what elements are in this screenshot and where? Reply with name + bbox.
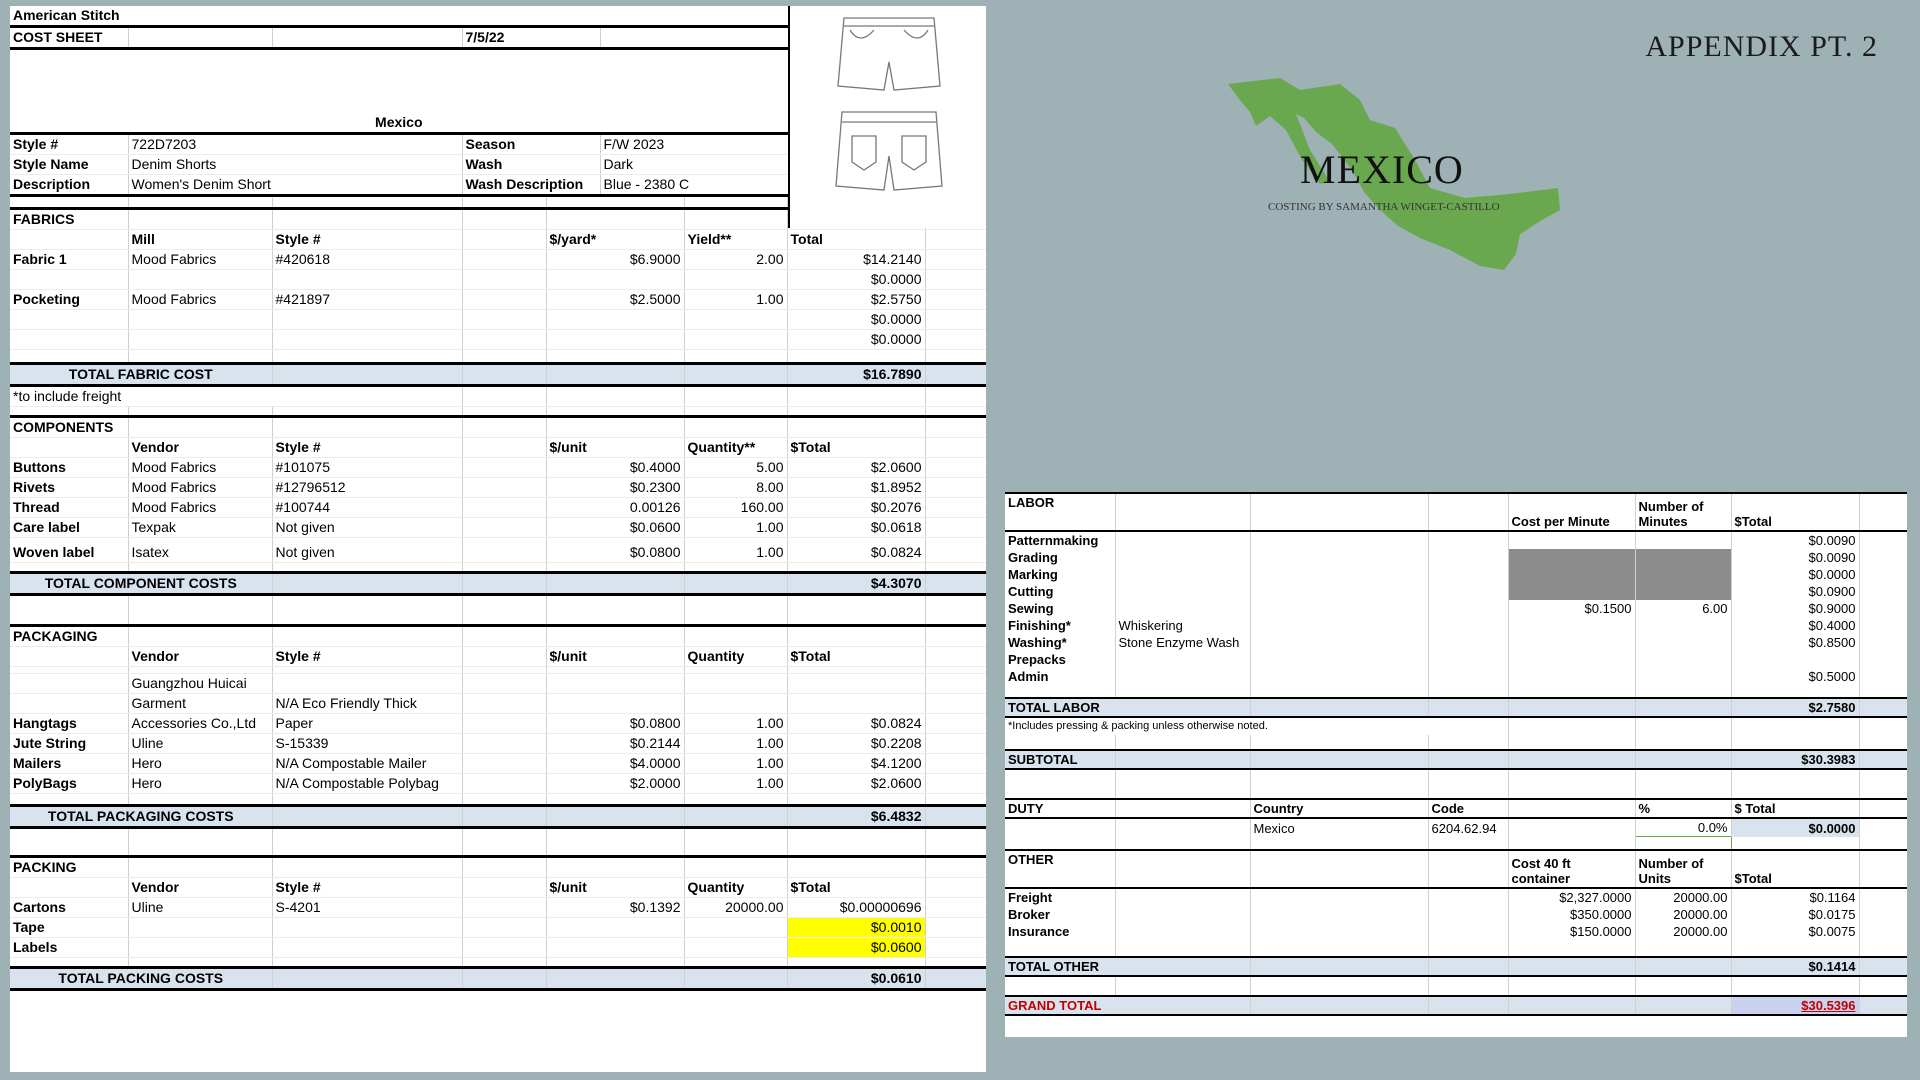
duty-pct: 0.0% (1635, 818, 1731, 837)
fabrics-header-mill: Mill (128, 230, 272, 250)
packing-header-total: $Total (787, 878, 925, 898)
hangtag-style-line: Paper (272, 714, 462, 734)
row-price: $0.2144 (546, 734, 684, 754)
table-row (1005, 617, 1907, 634)
table-row (1005, 600, 1907, 617)
row-style: S-4201 (272, 898, 462, 918)
row-style: S-15339 (272, 734, 462, 754)
sheet-date: 7/5/22 (462, 27, 600, 49)
row-label: Patternmaking (1005, 531, 1115, 549)
row-total: $0.5000 (1731, 668, 1859, 685)
table-row (1005, 531, 1907, 549)
row-label: Finishing* (1005, 617, 1115, 634)
row-mill: Mood Fabrics (128, 250, 272, 270)
table-row (1005, 923, 1907, 940)
table-row (1005, 583, 1907, 600)
row-total: $2.0600 (787, 458, 925, 478)
row-vendor: Isatex (128, 538, 272, 563)
row-label: Pocketing (10, 290, 128, 310)
row-total: $1.8952 (787, 478, 925, 498)
row-vendor: Mood Fabrics (128, 458, 272, 478)
row-label: Buttons (10, 458, 128, 478)
row-container: $350.0000 (1508, 906, 1635, 923)
row-qty: 1.00 (684, 538, 787, 563)
description-value: Women's Denim Short (128, 175, 462, 196)
duty-country: Mexico (1250, 818, 1428, 837)
row-qty: 1.00 (684, 714, 787, 734)
row-label: Jute String (10, 734, 128, 754)
labor-header-cpm: Cost per Minute (1508, 493, 1635, 531)
table-row (10, 754, 986, 774)
row-total: $0.4000 (1731, 617, 1859, 634)
row-units: 20000.00 (1635, 888, 1731, 906)
duty-total: $0.0000 (1731, 818, 1859, 837)
row-qty: 8.00 (684, 478, 787, 498)
other-header-container: Cost 40 ft container (1508, 850, 1635, 888)
labor-total-label: TOTAL LABOR (1005, 698, 1250, 717)
duty-header-country: Country (1250, 799, 1428, 818)
components-header-vendor: Vendor (128, 438, 272, 458)
other-total-label: TOTAL OTHER (1005, 957, 1250, 976)
row-style: #421897 (272, 290, 462, 310)
row-label: Hangtags (10, 714, 128, 734)
other-title: OTHER (1005, 850, 1115, 888)
row-total: $0.0000 (1731, 566, 1859, 583)
labor-sheet (1005, 492, 1907, 1037)
row-total: $14.2140 (787, 250, 925, 270)
packing-total-label: TOTAL PACKING COSTS (10, 968, 272, 990)
row-total: $0.9000 (1731, 600, 1859, 617)
row-label: Mailers (10, 754, 128, 774)
row-price: 0.00126 (546, 498, 684, 518)
duty-header-total: $ Total (1731, 799, 1859, 818)
row-vendor: Mood Fabrics (128, 498, 272, 518)
row-price: $0.0800 (546, 714, 684, 734)
row-price: $2.0000 (546, 774, 684, 794)
row-label: Fabric 1 (10, 250, 128, 270)
appendix-title: APPENDIX PT. 2 (1645, 30, 1878, 63)
row-total: $0.0090 (1731, 531, 1859, 549)
row-label: Washing* (1005, 634, 1115, 651)
row-total: $2.0600 (787, 774, 925, 794)
row-total: $0.0900 (1731, 583, 1859, 600)
row-yield: 1.00 (684, 290, 787, 310)
table-row (1005, 668, 1907, 685)
row-total: $0.0090 (1731, 549, 1859, 566)
row-style: #12796512 (272, 478, 462, 498)
table-row (10, 898, 986, 918)
row-qty: 1.00 (684, 734, 787, 754)
fabrics-header-price: $/yard* (546, 230, 684, 250)
packing-title: PACKING (10, 857, 128, 878)
table-row (10, 694, 986, 714)
row-price: $0.1392 (546, 898, 684, 918)
table-row (1005, 634, 1907, 651)
table-row (10, 330, 986, 350)
table-row (10, 734, 986, 754)
duty-header-code: Code (1428, 799, 1508, 818)
duty-code: 6204.62.94 (1428, 818, 1508, 837)
component-total-label: TOTAL COMPONENT COSTS (10, 573, 272, 595)
row-vendor: Hero (128, 774, 272, 794)
table-row (10, 538, 986, 563)
wash-label: Wash (462, 155, 600, 175)
packaging-total-value: $6.4832 (787, 806, 925, 828)
denim-shorts-sketch-icon (790, 6, 986, 228)
table-row (1005, 888, 1907, 906)
row-label: Thread (10, 498, 128, 518)
packing-total-value: $0.0610 (787, 968, 925, 990)
row-label: Tape (10, 918, 128, 938)
row-style: N/A Compostable Polybag (272, 774, 462, 794)
grand-total-value: $30.5396 (1731, 996, 1859, 1015)
style-no-label: Style # (10, 134, 128, 155)
hangtag-vendor-line: Garment (128, 694, 272, 714)
row-style: Not given (272, 538, 462, 563)
row-vendor: Uline (128, 734, 272, 754)
row-units: 20000.00 (1635, 923, 1731, 940)
row-label: Cartons (10, 898, 128, 918)
hangtag-vendor-line: Accessories Co.,Ltd (128, 714, 272, 734)
row-total: $0.0075 (1731, 923, 1859, 940)
labor-total-value: $2.7580 (1731, 698, 1859, 717)
row-minutes: 6.00 (1635, 600, 1731, 617)
row-price: $0.0800 (546, 538, 684, 563)
table-row (10, 478, 986, 498)
row-total: $0.0600 (787, 938, 925, 958)
description-label: Description (10, 175, 128, 196)
table-row (10, 458, 986, 478)
packing-header-style: Style # (272, 878, 462, 898)
packing-header-price: $/unit (546, 878, 684, 898)
row-style: N/A Compostable Mailer (272, 754, 462, 774)
grand-total-label: GRAND TOTAL (1005, 996, 1250, 1015)
row-container: $2,327.0000 (1508, 888, 1635, 906)
cost-sheet (10, 6, 986, 1072)
fabrics-header-style: Style # (272, 230, 462, 250)
row-price: $4.0000 (546, 754, 684, 774)
row-label: Sewing (1005, 600, 1115, 617)
labor-header-total: $Total (1731, 493, 1859, 531)
cost-sheet-header (10, 6, 789, 197)
wash-desc-value: Blue - 2380 C (600, 175, 788, 196)
subtotal-label: SUBTOTAL (1005, 750, 1115, 769)
row-units: 20000.00 (1635, 906, 1731, 923)
row-label: Grading (1005, 549, 1115, 566)
row-yield: 2.00 (684, 250, 787, 270)
row-label: Freight (1005, 888, 1115, 906)
row-qty: 160.00 (684, 498, 787, 518)
row-mill: Mood Fabrics (128, 290, 272, 310)
row-total: $0.0000 (787, 310, 925, 330)
table-row (10, 270, 986, 290)
components-header-qty: Quantity** (684, 438, 787, 458)
sheet-label: COST SHEET (10, 27, 128, 49)
company-name: American Stitch (10, 6, 788, 27)
table-row (10, 774, 986, 794)
row-label: PolyBags (10, 774, 128, 794)
row-qty: 1.00 (684, 754, 787, 774)
row-total: $0.0824 (787, 714, 925, 734)
table-row (1005, 549, 1907, 566)
row-label: Insurance (1005, 923, 1115, 940)
map-subtitle: COSTING BY SAMANTHA WINGET-CASTILLO (1268, 201, 1500, 213)
row-vendor: Mood Fabrics (128, 478, 272, 498)
packaging-header-vendor: Vendor (128, 647, 272, 667)
hangtag-vendor-line: Guangzhou Huicai (128, 674, 272, 694)
map-title: MEXICO (1300, 147, 1464, 192)
packaging-title: PACKAGING (10, 626, 128, 647)
row-price: $0.0600 (546, 518, 684, 538)
row-label: Labels (10, 938, 128, 958)
duty-header-pct: % (1635, 799, 1731, 818)
cost-table (10, 197, 986, 991)
row-style: #420618 (272, 250, 462, 270)
season-label: Season (462, 134, 600, 155)
row-total: $0.0618 (787, 518, 925, 538)
row-style: #101075 (272, 458, 462, 478)
row-total: $0.0010 (787, 918, 925, 938)
packaging-header-qty: Quantity (684, 647, 787, 667)
labor-header-minutes: Number of Minutes (1635, 493, 1731, 531)
row-vendor: Hero (128, 754, 272, 774)
fabric-total-label: TOTAL FABRIC COST (10, 364, 272, 386)
table-row (10, 714, 986, 734)
row-price: $6.9000 (546, 250, 684, 270)
other-header-units: Number of Units (1635, 850, 1731, 888)
row-qty: 5.00 (684, 458, 787, 478)
row-label: Cutting (1005, 583, 1115, 600)
wash-value: Dark (600, 155, 788, 175)
row-label: Broker (1005, 906, 1115, 923)
table-row (10, 518, 986, 538)
fabric-note: *to include freight (10, 386, 462, 407)
row-price: $0.2300 (546, 478, 684, 498)
row-total: $0.0000 (787, 330, 925, 350)
table-row (10, 498, 986, 518)
packaging-total-label: TOTAL PACKAGING COSTS (10, 806, 272, 828)
wash-desc-label: Wash Description (462, 175, 600, 196)
row-label: Marking (1005, 566, 1115, 583)
table-row (10, 310, 986, 330)
fabric-total-value: $16.7890 (787, 364, 925, 386)
row-label: Care label (10, 518, 128, 538)
components-title: COMPONENTS (10, 417, 128, 438)
row-vendor: Uline (128, 898, 272, 918)
row-total: $0.2076 (787, 498, 925, 518)
table-row (10, 938, 986, 958)
style-name-value: Denim Shorts (128, 155, 462, 175)
row-style: Not given (272, 518, 462, 538)
row-qty: 1.00 (684, 774, 787, 794)
other-header-total: $Total (1731, 850, 1859, 888)
table-row (1005, 651, 1907, 668)
row-style: #100744 (272, 498, 462, 518)
row-desc: Stone Enzyme Wash (1115, 634, 1250, 651)
row-label: Rivets (10, 478, 128, 498)
style-no-value: 722D7203 (128, 134, 462, 155)
row-label: Woven label (10, 538, 128, 563)
other-total-value: $0.1414 (1731, 957, 1859, 976)
row-vendor: Texpak (128, 518, 272, 538)
country-title: Mexico (10, 49, 788, 134)
row-total: $0.8500 (1731, 634, 1859, 651)
components-header-total: $Total (787, 438, 925, 458)
row-total: $0.0175 (1731, 906, 1859, 923)
row-cpm: $0.1500 (1508, 600, 1635, 617)
fabrics-title: FABRICS (10, 209, 128, 230)
packaging-header-style: Style # (272, 647, 462, 667)
row-desc: Whiskering (1115, 617, 1250, 634)
labor-table (1005, 492, 1907, 1016)
components-header-price: $/unit (546, 438, 684, 458)
row-total: $0.1164 (1731, 888, 1859, 906)
row-label: Admin (1005, 668, 1115, 685)
table-row (1005, 566, 1907, 583)
duty-title: DUTY (1005, 799, 1115, 818)
packaging-header-total: $Total (787, 647, 925, 667)
table-row (10, 290, 986, 310)
table-row (10, 250, 986, 270)
row-total: $0.2208 (787, 734, 925, 754)
row-qty: 1.00 (684, 518, 787, 538)
row-total: $0.0824 (787, 538, 925, 563)
table-row (1005, 818, 1907, 837)
row-total: $4.1200 (787, 754, 925, 774)
row-total: $0.0000 (787, 270, 925, 290)
row-total: $0.00000696 (787, 898, 925, 918)
labor-title: LABOR (1005, 493, 1115, 531)
row-total: $2.5750 (787, 290, 925, 310)
labor-note: *Includes pressing & packing unless otherwise noted. (1005, 717, 1508, 735)
row-price: $0.4000 (546, 458, 684, 478)
fabrics-header-total: Total (787, 230, 925, 250)
style-name-label: Style Name (10, 155, 128, 175)
product-sketch (788, 6, 986, 228)
packing-header-qty: Quantity (684, 878, 787, 898)
row-container: $150.0000 (1508, 923, 1635, 940)
table-row (1005, 906, 1907, 923)
packaging-header-price: $/unit (546, 647, 684, 667)
packing-header-vendor: Vendor (128, 878, 272, 898)
season-value: F/W 2023 (600, 134, 788, 155)
row-price: $2.5000 (546, 290, 684, 310)
row-qty: 20000.00 (684, 898, 787, 918)
components-header-style: Style # (272, 438, 462, 458)
table-row (10, 674, 986, 694)
hangtag-style-line: N/A Eco Friendly Thick (272, 694, 462, 714)
table-row (10, 918, 986, 938)
component-total-value: $4.3070 (787, 573, 925, 595)
fabrics-header-yield: Yield** (684, 230, 787, 250)
row-label: Prepacks (1005, 651, 1115, 668)
subtotal-value: $30.3983 (1731, 750, 1859, 769)
